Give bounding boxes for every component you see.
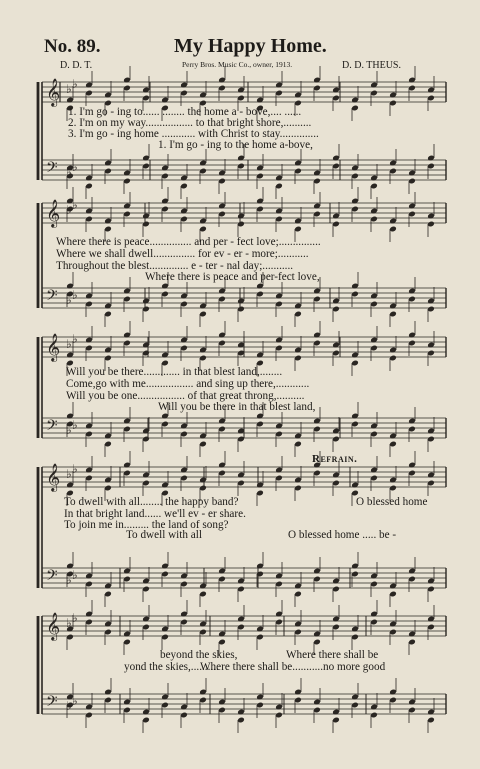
flat-icon: ♭ [72,418,78,432]
lyric-line: O blessed home [356,496,428,508]
treble-clef-icon: 𝄞 [46,78,61,106]
flat-icon: ♭ [66,616,72,630]
lyric-line: 3. I'm go - ing home ............ with Christ to stay.............. [68,128,319,140]
flat-icon: ♭ [66,573,72,587]
lyric-line: In that bright land...... we'll ev - er share. [64,508,246,520]
flat-icon: ♭ [66,337,72,351]
lyric-line: O blessed home ..... be - [288,529,397,541]
flat-icon: ♭ [72,694,78,708]
lyric-line: Where we shall dwell............... for ev - er - more;........... [56,248,309,260]
flat-icon: ♭ [66,165,72,179]
flat-icon: ♭ [66,203,72,217]
bass-clef-icon: 𝄢 [46,417,58,438]
lyric-line: Where there is peace and per-fect love, [145,271,320,283]
flat-icon: ♭ [66,467,72,481]
bass-clef-icon: 𝄢 [46,287,58,308]
lyric-line: Will you be one................. of that great throng,.......... [66,390,305,402]
refrain-label: Refrain. [312,453,358,465]
flat-icon: ♭ [66,293,72,307]
lyric-line: To join me in......... the land of song? [64,519,229,531]
lyric-line: Where there shall be...........no more good [200,661,386,673]
flat-icon: ♭ [72,462,78,476]
lyric-line: To dwell with all [126,529,202,541]
lyric-line: 1. I'm go - ing to...... ........ the home a - bove,.... ...... [68,106,302,118]
treble-clef-icon: 𝄞 [46,463,61,491]
lyric-line: Come,go with me................. and sing up there,............ [66,378,310,390]
lyric-line: 1. I'm go - ing to the home a-bove, [158,139,313,151]
lyric-line: Will you be there............. in that blest land,........ [66,366,283,378]
flat-icon: ♭ [72,611,78,625]
lyric-line: Where there is peace............... and per - fect love;............... [56,236,321,248]
bass-clef-icon: 𝄢 [46,693,58,714]
flat-icon: ♭ [66,699,72,713]
lyric-line: Where there shall be [286,649,379,661]
lyric-line: beyond the skies, [160,649,238,661]
lyric-line: To dwell with all........ the happy band? [64,496,239,508]
treble-clef-icon: 𝄞 [46,199,61,227]
bass-clef-icon: 𝄢 [46,567,58,588]
copyright-credit: Perry Bros. Music Co., owner, 1913. [182,60,293,69]
composer-credit: D. D. THEUS. [342,60,401,71]
lyric-line: Will you be there in that blest land, [158,401,316,413]
flat-icon: ♭ [72,77,78,91]
flat-icon: ♭ [66,423,72,437]
flat-icon: ♭ [72,568,78,582]
lyric-line: Throughout the blest.............. e - ter - nal day;........... [56,260,294,272]
flat-icon: ♭ [72,332,78,346]
hymn-number: No. 89. [44,36,101,57]
lyric-line: 2. I'm on my way................. to that bright shore,.......... [68,117,312,129]
flat-icon: ♭ [72,160,78,174]
treble-clef-icon: 𝄞 [46,333,61,361]
hymn-title: My Happy Home. [174,35,327,57]
flat-icon: ♭ [72,288,78,302]
lyric-line: yond the skies,.......... [124,661,219,673]
bass-clef-icon: 𝄢 [46,159,58,180]
treble-clef-icon: 𝄞 [46,612,61,640]
flat-icon: ♭ [72,198,78,212]
lyricist-credit: D. D. T. [60,60,93,71]
flat-icon: ♭ [66,82,72,96]
